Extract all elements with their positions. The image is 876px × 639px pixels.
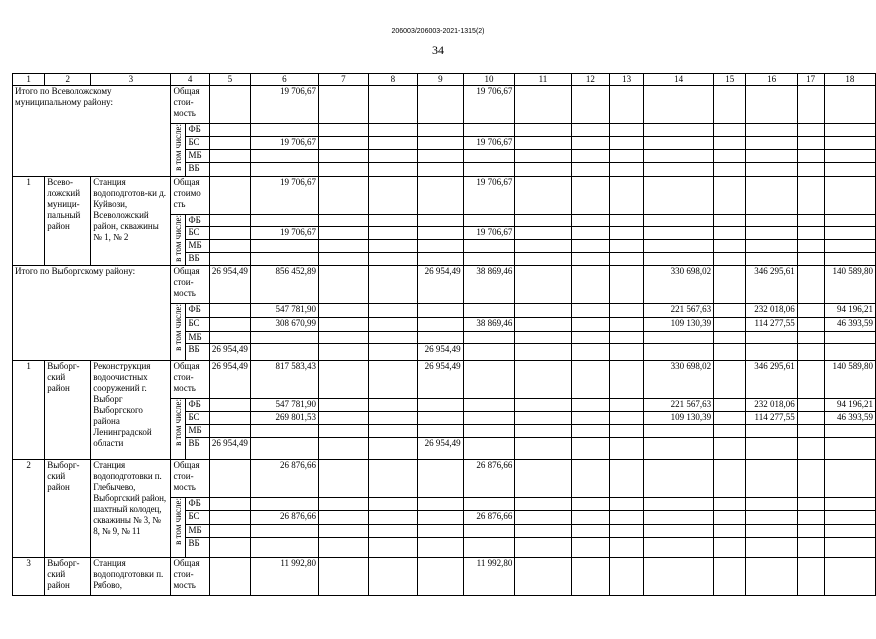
value-cell: 547 781,90	[250, 398, 318, 411]
project-number: 1	[13, 360, 45, 459]
value-cell: 109 130,39	[644, 411, 714, 424]
value-cell: 817 583,43	[250, 360, 318, 398]
project-number: 3	[13, 557, 45, 595]
project-district: Выборг-ский район	[45, 360, 91, 459]
value-cell: 346 295,61	[746, 360, 797, 398]
value-cell: 26 876,66	[250, 510, 318, 524]
total-cost-label: Общая стои-мость	[171, 557, 209, 595]
column-header: 8	[368, 74, 418, 86]
column-header: 14	[644, 74, 714, 86]
value-cell: 269 801,53	[250, 411, 318, 424]
in-total-label: в том числе:	[171, 398, 186, 459]
column-header: 6	[250, 74, 318, 86]
value-cell: 330 698,02	[644, 360, 714, 398]
column-header: 13	[610, 74, 644, 86]
table-row	[13, 177, 876, 215]
value-cell: 856 452,89	[250, 265, 318, 303]
value-cell: 11 992,80	[463, 557, 515, 595]
column-header: 3	[91, 74, 171, 86]
fund-label-fb: ФБ	[186, 124, 209, 137]
value-cell: 46 393,59	[824, 411, 875, 424]
table-row	[13, 86, 876, 124]
value-cell: 11 992,80	[250, 557, 318, 595]
column-header: 9	[418, 74, 463, 86]
value-cell: 26 876,66	[463, 459, 515, 497]
fund-label-fb: ФБ	[186, 398, 209, 411]
column-header: 11	[515, 74, 571, 86]
value-cell: 19 706,67	[463, 227, 515, 240]
total-cost-label: Общая стоимо сть	[171, 177, 209, 215]
column-number-row	[13, 74, 876, 86]
column-header: 5	[209, 74, 250, 86]
column-header: 4	[171, 74, 209, 86]
total-cost-label: Общая стои-мость	[171, 459, 209, 497]
value-cell: 26 954,49	[209, 343, 250, 360]
fund-label-mb: МБ	[186, 331, 209, 343]
page-number: 34	[432, 43, 444, 57]
fund-label-mb: МБ	[186, 524, 209, 537]
value-cell: 19 706,67	[463, 177, 515, 215]
value-cell: 232 018,06	[746, 303, 797, 317]
value-cell: 114 277,55	[746, 411, 797, 424]
value-cell: 26 954,49	[418, 265, 463, 303]
value-cell: 19 706,67	[463, 86, 515, 124]
value-cell: 221 567,63	[644, 303, 714, 317]
fund-label-vb: ВБ	[186, 163, 209, 177]
table-row	[13, 265, 876, 303]
total-cost-label: Общая стои-мость	[171, 360, 209, 398]
project-name: Реконструкция водоочистных сооружений г. Выборг Выборгского района Ленинградской области	[91, 360, 171, 459]
fund-label-vb: ВБ	[186, 537, 209, 557]
fund-label-vb: ВБ	[186, 252, 209, 265]
value-cell: 26 954,49	[209, 360, 250, 398]
value-cell: 114 277,55	[746, 317, 797, 331]
in-total-label: в том числе:	[171, 303, 186, 360]
value-cell: 346 295,61	[746, 265, 797, 303]
project-district: Выборг-ский район	[45, 459, 91, 557]
value-cell: 109 130,39	[644, 317, 714, 331]
value-cell: 19 706,67	[250, 86, 318, 124]
value-cell: 94 196,21	[824, 303, 875, 317]
column-header: 18	[824, 74, 875, 86]
group-title-vyborg: Итого по Выборгскому району:	[13, 265, 171, 360]
value-cell: 330 698,02	[644, 265, 714, 303]
budget-table	[12, 73, 876, 596]
column-header: 15	[714, 74, 746, 86]
column-header: 16	[746, 74, 797, 86]
fund-label-mb: МБ	[186, 150, 209, 163]
value-cell: 26 954,49	[418, 437, 463, 459]
project-number: 1	[13, 177, 45, 266]
value-cell: 19 706,67	[250, 137, 318, 150]
in-total-label: в том числе:	[171, 497, 186, 557]
fund-label-bs: БС	[186, 317, 209, 331]
value-cell: 140 589,80	[824, 265, 875, 303]
fund-label-bs: БС	[186, 137, 209, 150]
column-header: 17	[797, 74, 824, 86]
project-district: Всево-ложский муници-пальный район	[45, 177, 91, 266]
total-cost-label: Общая стои-мость	[171, 265, 209, 303]
project-name: Станция водоподготовки п. Глебычево, Выборгский район, шахтный колодец, скважины № 3, № 8, № 9, № 11	[91, 459, 171, 557]
fund-label-fb: ФБ	[186, 303, 209, 317]
value-cell: 94 196,21	[824, 398, 875, 411]
table-row	[13, 360, 876, 398]
value-cell: 26 954,49	[418, 360, 463, 398]
value-cell: 38 869,46	[463, 265, 515, 303]
fund-label-bs: БС	[186, 227, 209, 240]
column-header: 12	[571, 74, 610, 86]
project-name: Станция водоподготовки п. Рябово,	[91, 557, 171, 595]
value-cell: 19 706,67	[463, 137, 515, 150]
in-total-label: в том числе:	[171, 124, 186, 177]
column-header: 1	[13, 74, 45, 86]
group-title-vsevolozhsky: Итого по Всеволожскому муниципальному району:	[13, 86, 171, 177]
value-cell: 26 876,66	[463, 510, 515, 524]
in-total-label: в том числе:	[171, 215, 186, 266]
value-cell: 140 589,80	[824, 360, 875, 398]
project-number: 2	[13, 459, 45, 557]
value-cell: 26 876,66	[250, 459, 318, 497]
value-cell: 308 670,99	[250, 317, 318, 331]
value-cell: 547 781,90	[250, 303, 318, 317]
column-header: 2	[45, 74, 91, 86]
column-header: 10	[463, 74, 515, 86]
table-row	[13, 557, 876, 595]
value-cell: 26 954,49	[209, 437, 250, 459]
fund-label-fb: ФБ	[186, 215, 209, 227]
table-row	[13, 459, 876, 497]
value-cell: 19 706,67	[250, 177, 318, 215]
total-cost-label: Общая стои-мость	[171, 86, 209, 124]
value-cell: 46 393,59	[824, 317, 875, 331]
fund-label-fb: ФБ	[186, 497, 209, 510]
value-cell: 26 954,49	[209, 265, 250, 303]
fund-label-mb: МБ	[186, 424, 209, 437]
fund-label-vb: ВБ	[186, 437, 209, 459]
project-district: Выборг-ский район	[45, 557, 91, 595]
value-cell: 221 567,63	[644, 398, 714, 411]
value-cell: 19 706,67	[250, 227, 318, 240]
column-header: 7	[319, 74, 369, 86]
value-cell: 38 869,46	[463, 317, 515, 331]
value-cell: 232 018,06	[746, 398, 797, 411]
fund-label-bs: БС	[186, 411, 209, 424]
document-id: 206003/206003-2021-1315(2)	[391, 28, 485, 35]
project-name: Станция водоподготов-ки д. Куйвози, Всеволожский район, скважины № 1, № 2	[91, 177, 171, 266]
fund-label-mb: МБ	[186, 240, 209, 252]
fund-label-vb: ВБ	[186, 343, 209, 360]
value-cell: 26 954,49	[418, 343, 463, 360]
fund-label-bs: БС	[186, 510, 209, 524]
